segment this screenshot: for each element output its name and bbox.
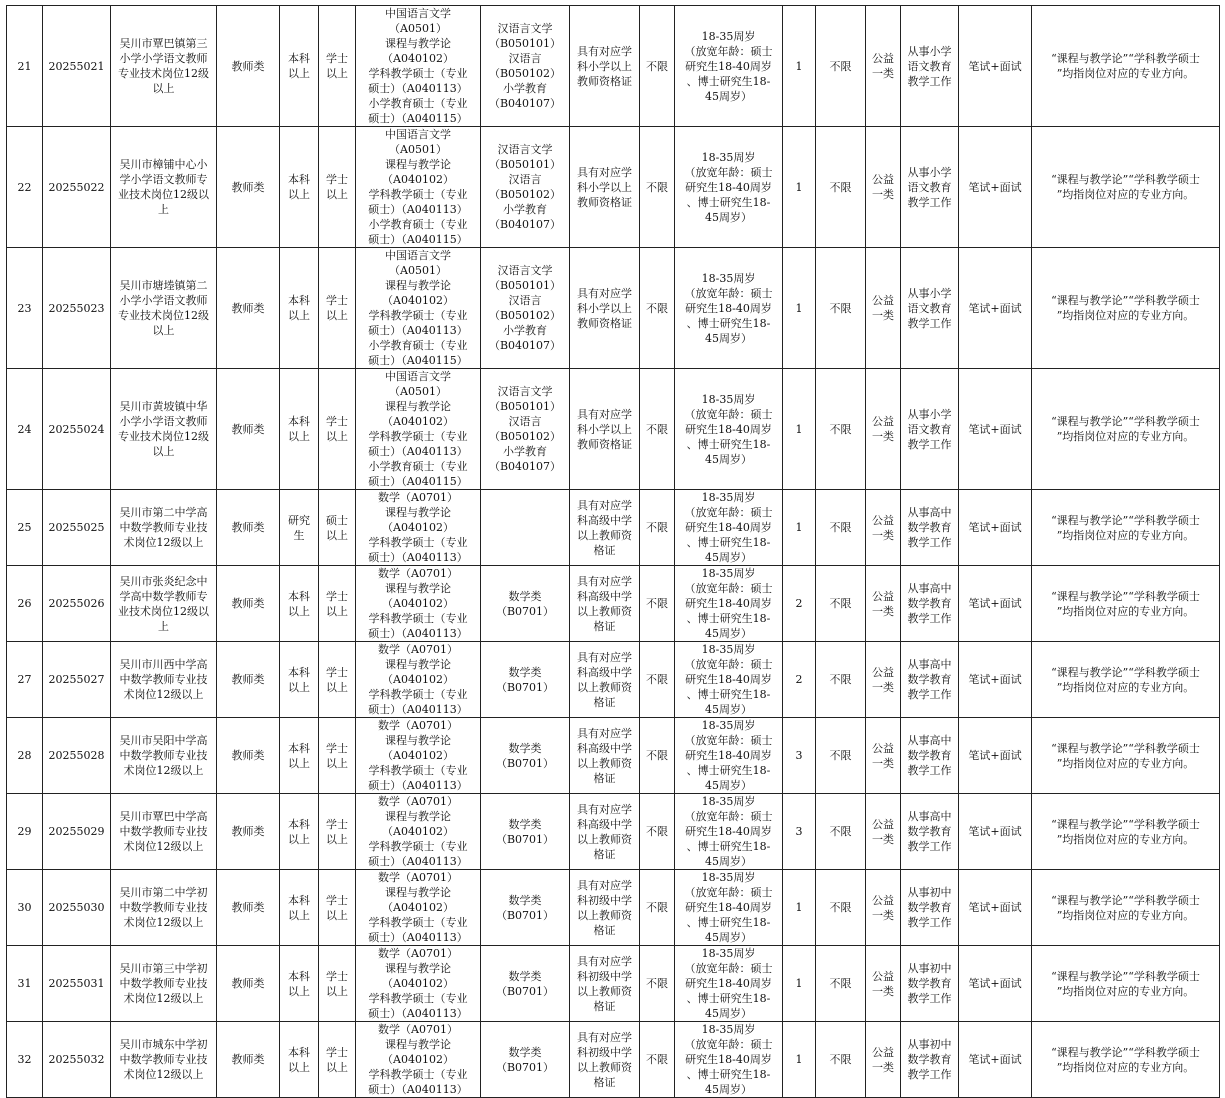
graduate-major-cell: 数学（A0701） 课程与教学论 （A040102） 学科教学硕士（专业 硕士）（A040113）: [356, 1022, 481, 1098]
exam-method-cell: 笔试+面试: [959, 794, 1032, 870]
graduate-major-cell: 数学（A0701） 课程与教学论 （A040102） 学科教学硕士（专业 硕士）（A040113）: [356, 718, 481, 794]
position-code-cell: 20255026: [43, 566, 111, 642]
qualification-requirement-cell: 具有对应学 科初级中学 以上教师资 格证: [570, 870, 640, 946]
education-requirement-cell: 本科 以上: [280, 946, 319, 1022]
qualification-requirement-cell: 具有对应学 科小学以上 教师资格证: [570, 248, 640, 369]
table-row: [7, 6, 1220, 127]
job-content-cell: 从事高中 数学教育 教学工作: [901, 718, 959, 794]
row-number-cell: 23: [7, 248, 43, 369]
exam-method-cell: 笔试+面试: [959, 642, 1032, 718]
institution-type-cell: 公益 一类: [866, 490, 901, 566]
undergraduate-major-cell: 数学类 （B0701）: [481, 718, 570, 794]
position-code-cell: 20255032: [43, 1022, 111, 1098]
hukou-requirement-cell: 不限: [816, 369, 866, 490]
hukou-requirement-cell: 不限: [816, 642, 866, 718]
row-number-cell: 29: [7, 794, 43, 870]
qualification-requirement-cell: 具有对应学 科高级中学 以上教师资 格证: [570, 490, 640, 566]
institution-type-cell: 公益 一类: [866, 870, 901, 946]
institution-type-cell: 公益 一类: [866, 248, 901, 369]
job-content-cell: 从事高中 数学教育 教学工作: [901, 642, 959, 718]
degree-requirement-cell: 学士 以上: [319, 870, 356, 946]
notes-cell: “课程与教学论”“学科教学硕士 ”均指岗位对应的专业方向。: [1032, 490, 1220, 566]
position-code-cell: 20255023: [43, 248, 111, 369]
degree-requirement-cell: 硕士 以上: [319, 490, 356, 566]
position-name-cell: 吴川市吴阳中学高 中数学教师专业技 术岗位12级以上: [111, 718, 217, 794]
position-category-cell: 教师类: [217, 1022, 280, 1098]
age-requirement-cell: 18-35周岁 （放宽年龄：硕士 研究生18-40周岁 、博士研究生18- 45周岁）: [675, 566, 783, 642]
position-name-cell: 吴川市覃巴镇第三 小学小学语文教师 专业技术岗位12级 以上: [111, 6, 217, 127]
position-code-cell: 20255024: [43, 369, 111, 490]
age-requirement-cell: 18-35周岁 （放宽年龄：硕士 研究生18-40周岁 、博士研究生18- 45周岁）: [675, 718, 783, 794]
qualification-requirement-cell: 具有对应学 科小学以上 教师资格证: [570, 369, 640, 490]
position-category-cell: 教师类: [217, 6, 280, 127]
gender-requirement-cell: 不限: [640, 248, 675, 369]
age-requirement-cell: 18-35周岁 （放宽年龄：硕士 研究生18-40周岁 、博士研究生18- 45周岁）: [675, 127, 783, 248]
institution-type-cell: 公益 一类: [866, 566, 901, 642]
hukou-requirement-cell: 不限: [816, 1022, 866, 1098]
table-row: [7, 369, 1220, 490]
hukou-requirement-cell: 不限: [816, 6, 866, 127]
qualification-requirement-cell: 具有对应学 科高级中学 以上教师资 格证: [570, 642, 640, 718]
job-content-cell: 从事小学 语文教育 教学工作: [901, 127, 959, 248]
education-requirement-cell: 本科 以上: [280, 566, 319, 642]
hukou-requirement-cell: 不限: [816, 794, 866, 870]
recruitment-table-container: [6, 5, 1220, 1098]
graduate-major-cell: 中国语言文学 （A0501） 课程与教学论 （A040102） 学科教学硕士（专业 硕士）（A040113） 小学教育硕士（专业 硕士）（A040115）: [356, 369, 481, 490]
exam-method-cell: 笔试+面试: [959, 566, 1032, 642]
institution-type-cell: 公益 一类: [866, 642, 901, 718]
position-name-cell: 吴川市塘堘镇第二 小学小学语文教师 专业技术岗位12级 以上: [111, 248, 217, 369]
education-requirement-cell: 本科 以上: [280, 794, 319, 870]
undergraduate-major-cell: 汉语言文学 （B050101） 汉语言 （B050102） 小学教育 （B040107）: [481, 369, 570, 490]
age-requirement-cell: 18-35周岁 （放宽年龄：硕士 研究生18-40周岁 、博士研究生18- 45周岁）: [675, 490, 783, 566]
position-name-cell: 吴川市川西中学高 中数学教师专业技 术岗位12级以上: [111, 642, 217, 718]
position-code-cell: 20255030: [43, 870, 111, 946]
hiring-count-cell: 3: [783, 718, 816, 794]
hiring-count-cell: 1: [783, 248, 816, 369]
position-category-cell: 教师类: [217, 946, 280, 1022]
undergraduate-major-cell: 汉语言文学 （B050101） 汉语言 （B050102） 小学教育 （B040107）: [481, 127, 570, 248]
position-category-cell: 教师类: [217, 794, 280, 870]
qualification-requirement-cell: 具有对应学 科初级中学 以上教师资 格证: [570, 946, 640, 1022]
undergraduate-major-cell: 数学类 （B0701）: [481, 642, 570, 718]
graduate-major-cell: 中国语言文学 （A0501） 课程与教学论 （A040102） 学科教学硕士（专业 硕士）（A040113） 小学教育硕士（专业 硕士）（A040115）: [356, 6, 481, 127]
degree-requirement-cell: 学士 以上: [319, 946, 356, 1022]
qualification-requirement-cell: 具有对应学 科小学以上 教师资格证: [570, 6, 640, 127]
qualification-requirement-cell: 具有对应学 科小学以上 教师资格证: [570, 127, 640, 248]
graduate-major-cell: 数学（A0701） 课程与教学论 （A040102） 学科教学硕士（专业 硕士）（A040113）: [356, 870, 481, 946]
exam-method-cell: 笔试+面试: [959, 490, 1032, 566]
hiring-count-cell: 1: [783, 1022, 816, 1098]
gender-requirement-cell: 不限: [640, 718, 675, 794]
job-content-cell: 从事初中 数学教育 教学工作: [901, 946, 959, 1022]
hiring-count-cell: 3: [783, 794, 816, 870]
degree-requirement-cell: 学士 以上: [319, 6, 356, 127]
age-requirement-cell: 18-35周岁 （放宽年龄：硕士 研究生18-40周岁 、博士研究生18- 45周岁）: [675, 870, 783, 946]
undergraduate-major-cell: 数学类 （B0701）: [481, 946, 570, 1022]
job-content-cell: 从事初中 数学教育 教学工作: [901, 870, 959, 946]
hukou-requirement-cell: 不限: [816, 248, 866, 369]
age-requirement-cell: 18-35周岁 （放宽年龄：硕士 研究生18-40周岁 、博士研究生18- 45周岁）: [675, 794, 783, 870]
undergraduate-major-cell: [481, 490, 570, 566]
graduate-major-cell: 数学（A0701） 课程与教学论 （A040102） 学科教学硕士（专业 硕士）（A040113）: [356, 642, 481, 718]
hiring-count-cell: 2: [783, 566, 816, 642]
table-row: [7, 870, 1220, 946]
row-number-cell: 25: [7, 490, 43, 566]
exam-method-cell: 笔试+面试: [959, 870, 1032, 946]
degree-requirement-cell: 学士 以上: [319, 794, 356, 870]
position-category-cell: 教师类: [217, 566, 280, 642]
degree-requirement-cell: 学士 以上: [319, 718, 356, 794]
gender-requirement-cell: 不限: [640, 369, 675, 490]
notes-cell: “课程与教学论”“学科教学硕士 ”均指岗位对应的专业方向。: [1032, 566, 1220, 642]
hukou-requirement-cell: 不限: [816, 718, 866, 794]
education-requirement-cell: 本科 以上: [280, 127, 319, 248]
age-requirement-cell: 18-35周岁 （放宽年龄：硕士 研究生18-40周岁 、博士研究生18- 45周岁）: [675, 248, 783, 369]
job-content-cell: 从事高中 数学教育 教学工作: [901, 490, 959, 566]
age-requirement-cell: 18-35周岁 （放宽年龄：硕士 研究生18-40周岁 、博士研究生18- 45周岁）: [675, 6, 783, 127]
exam-method-cell: 笔试+面试: [959, 718, 1032, 794]
undergraduate-major-cell: 数学类 （B0701）: [481, 870, 570, 946]
gender-requirement-cell: 不限: [640, 566, 675, 642]
hiring-count-cell: 1: [783, 369, 816, 490]
hiring-count-cell: 1: [783, 6, 816, 127]
undergraduate-major-cell: 数学类 （B0701）: [481, 794, 570, 870]
institution-type-cell: 公益 一类: [866, 1022, 901, 1098]
position-name-cell: 吴川市城东中学初 中数学教师专业技 术岗位12级以上: [111, 1022, 217, 1098]
gender-requirement-cell: 不限: [640, 642, 675, 718]
education-requirement-cell: 本科 以上: [280, 642, 319, 718]
row-number-cell: 32: [7, 1022, 43, 1098]
institution-type-cell: 公益 一类: [866, 369, 901, 490]
age-requirement-cell: 18-35周岁 （放宽年龄：硕士 研究生18-40周岁 、博士研究生18- 45周岁）: [675, 369, 783, 490]
education-requirement-cell: 本科 以上: [280, 718, 319, 794]
row-number-cell: 24: [7, 369, 43, 490]
job-content-cell: 从事高中 数学教育 教学工作: [901, 566, 959, 642]
job-content-cell: 从事小学 语文教育 教学工作: [901, 369, 959, 490]
job-content-cell: 从事小学 语文教育 教学工作: [901, 248, 959, 369]
position-code-cell: 20255031: [43, 946, 111, 1022]
row-number-cell: 27: [7, 642, 43, 718]
hukou-requirement-cell: 不限: [816, 127, 866, 248]
hukou-requirement-cell: 不限: [816, 870, 866, 946]
gender-requirement-cell: 不限: [640, 794, 675, 870]
gender-requirement-cell: 不限: [640, 946, 675, 1022]
gender-requirement-cell: 不限: [640, 6, 675, 127]
hiring-count-cell: 1: [783, 127, 816, 248]
age-requirement-cell: 18-35周岁 （放宽年龄：硕士 研究生18-40周岁 、博士研究生18- 45周岁）: [675, 642, 783, 718]
notes-cell: “课程与教学论”“学科教学硕士 ”均指岗位对应的专业方向。: [1032, 642, 1220, 718]
position-code-cell: 20255029: [43, 794, 111, 870]
notes-cell: “课程与教学论”“学科教学硕士 ”均指岗位对应的专业方向。: [1032, 794, 1220, 870]
qualification-requirement-cell: 具有对应学 科高级中学 以上教师资 格证: [570, 794, 640, 870]
institution-type-cell: 公益 一类: [866, 794, 901, 870]
graduate-major-cell: 数学（A0701） 课程与教学论 （A040102） 学科教学硕士（专业 硕士）（A040113）: [356, 566, 481, 642]
qualification-requirement-cell: 具有对应学 科初级中学 以上教师资 格证: [570, 1022, 640, 1098]
job-content-cell: 从事高中 数学教育 教学工作: [901, 794, 959, 870]
row-number-cell: 31: [7, 946, 43, 1022]
gender-requirement-cell: 不限: [640, 490, 675, 566]
exam-method-cell: 笔试+面试: [959, 6, 1032, 127]
recruitment-table: [6, 5, 1220, 1098]
exam-method-cell: 笔试+面试: [959, 127, 1032, 248]
undergraduate-major-cell: 汉语言文学 （B050101） 汉语言 （B050102） 小学教育 （B040107）: [481, 6, 570, 127]
notes-cell: “课程与教学论”“学科教学硕士 ”均指岗位对应的专业方向。: [1032, 248, 1220, 369]
notes-cell: “课程与教学论”“学科教学硕士 ”均指岗位对应的专业方向。: [1032, 6, 1220, 127]
hukou-requirement-cell: 不限: [816, 946, 866, 1022]
position-category-cell: 教师类: [217, 248, 280, 369]
table-row: [7, 127, 1220, 248]
table-row: [7, 566, 1220, 642]
notes-cell: “课程与教学论”“学科教学硕士 ”均指岗位对应的专业方向。: [1032, 369, 1220, 490]
exam-method-cell: 笔试+面试: [959, 248, 1032, 369]
exam-method-cell: 笔试+面试: [959, 1022, 1032, 1098]
institution-type-cell: 公益 一类: [866, 946, 901, 1022]
education-requirement-cell: 本科 以上: [280, 1022, 319, 1098]
institution-type-cell: 公益 一类: [866, 6, 901, 127]
row-number-cell: 26: [7, 566, 43, 642]
degree-requirement-cell: 学士 以上: [319, 1022, 356, 1098]
institution-type-cell: 公益 一类: [866, 718, 901, 794]
table-row: [7, 1022, 1220, 1098]
hiring-count-cell: 1: [783, 946, 816, 1022]
row-number-cell: 22: [7, 127, 43, 248]
degree-requirement-cell: 学士 以上: [319, 642, 356, 718]
degree-requirement-cell: 学士 以上: [319, 369, 356, 490]
qualification-requirement-cell: 具有对应学 科高级中学 以上教师资 格证: [570, 566, 640, 642]
notes-cell: “课程与教学论”“学科教学硕士 ”均指岗位对应的专业方向。: [1032, 870, 1220, 946]
hiring-count-cell: 1: [783, 870, 816, 946]
position-name-cell: 吴川市樟铺中心小 学小学语文教师专 业技术岗位12级以 上: [111, 127, 217, 248]
position-category-cell: 教师类: [217, 490, 280, 566]
table-row: [7, 642, 1220, 718]
position-code-cell: 20255025: [43, 490, 111, 566]
position-code-cell: 20255021: [43, 6, 111, 127]
position-category-cell: 教师类: [217, 870, 280, 946]
position-category-cell: 教师类: [217, 718, 280, 794]
position-code-cell: 20255022: [43, 127, 111, 248]
age-requirement-cell: 18-35周岁 （放宽年龄：硕士 研究生18-40周岁 、博士研究生18- 45周岁）: [675, 1022, 783, 1098]
position-category-cell: 教师类: [217, 642, 280, 718]
notes-cell: “课程与教学论”“学科教学硕士 ”均指岗位对应的专业方向。: [1032, 127, 1220, 248]
gender-requirement-cell: 不限: [640, 870, 675, 946]
graduate-major-cell: 数学（A0701） 课程与教学论 （A040102） 学科教学硕士（专业 硕士）（A040113）: [356, 490, 481, 566]
hiring-count-cell: 2: [783, 642, 816, 718]
notes-cell: “课程与教学论”“学科教学硕士 ”均指岗位对应的专业方向。: [1032, 1022, 1220, 1098]
education-requirement-cell: 本科 以上: [280, 369, 319, 490]
exam-method-cell: 笔试+面试: [959, 369, 1032, 490]
institution-type-cell: 公益 一类: [866, 127, 901, 248]
hukou-requirement-cell: 不限: [816, 566, 866, 642]
position-category-cell: 教师类: [217, 127, 280, 248]
position-name-cell: 吴川市第二中学高 中数学教师专业技 术岗位12级以上: [111, 490, 217, 566]
notes-cell: “课程与教学论”“学科教学硕士 ”均指岗位对应的专业方向。: [1032, 946, 1220, 1022]
graduate-major-cell: 中国语言文学 （A0501） 课程与教学论 （A040102） 学科教学硕士（专业 硕士）（A040113） 小学教育硕士（专业 硕士）（A040115）: [356, 248, 481, 369]
education-requirement-cell: 本科 以上: [280, 6, 319, 127]
position-name-cell: 吴川市第二中学初 中数学教师专业技 术岗位12级以上: [111, 870, 217, 946]
table-row: [7, 248, 1220, 369]
table-row: [7, 794, 1220, 870]
gender-requirement-cell: 不限: [640, 1022, 675, 1098]
degree-requirement-cell: 学士 以上: [319, 127, 356, 248]
education-requirement-cell: 研究 生: [280, 490, 319, 566]
row-number-cell: 28: [7, 718, 43, 794]
notes-cell: “课程与教学论”“学科教学硕士 ”均指岗位对应的专业方向。: [1032, 718, 1220, 794]
position-name-cell: 吴川市张炎纪念中 学高中数学教师专 业技术岗位12级以 上: [111, 566, 217, 642]
graduate-major-cell: 数学（A0701） 课程与教学论 （A040102） 学科教学硕士（专业 硕士）（A040113）: [356, 946, 481, 1022]
hukou-requirement-cell: 不限: [816, 490, 866, 566]
qualification-requirement-cell: 具有对应学 科高级中学 以上教师资 格证: [570, 718, 640, 794]
degree-requirement-cell: 学士 以上: [319, 248, 356, 369]
position-category-cell: 教师类: [217, 369, 280, 490]
undergraduate-major-cell: 数学类 （B0701）: [481, 566, 570, 642]
education-requirement-cell: 本科 以上: [280, 870, 319, 946]
gender-requirement-cell: 不限: [640, 127, 675, 248]
table-row: [7, 490, 1220, 566]
degree-requirement-cell: 学士 以上: [319, 566, 356, 642]
table-row: [7, 718, 1220, 794]
graduate-major-cell: 中国语言文学 （A0501） 课程与教学论 （A040102） 学科教学硕士（专业 硕士）（A040113） 小学教育硕士（专业 硕士）（A040115）: [356, 127, 481, 248]
row-number-cell: 30: [7, 870, 43, 946]
position-name-cell: 吴川市黄坡镇中华 小学小学语文教师 专业技术岗位12级 以上: [111, 369, 217, 490]
position-name-cell: 吴川市覃巴中学高 中数学教师专业技 术岗位12级以上: [111, 794, 217, 870]
education-requirement-cell: 本科 以上: [280, 248, 319, 369]
position-name-cell: 吴川市第三中学初 中数学教师专业技 术岗位12级以上: [111, 946, 217, 1022]
exam-method-cell: 笔试+面试: [959, 946, 1032, 1022]
graduate-major-cell: 数学（A0701） 课程与教学论 （A040102） 学科教学硕士（专业 硕士）（A040113）: [356, 794, 481, 870]
position-code-cell: 20255028: [43, 718, 111, 794]
job-content-cell: 从事初中 数学教育 教学工作: [901, 1022, 959, 1098]
age-requirement-cell: 18-35周岁 （放宽年龄：硕士 研究生18-40周岁 、博士研究生18- 45周岁）: [675, 946, 783, 1022]
hiring-count-cell: 1: [783, 490, 816, 566]
undergraduate-major-cell: 数学类 （B0701）: [481, 1022, 570, 1098]
job-content-cell: 从事小学 语文教育 教学工作: [901, 6, 959, 127]
undergraduate-major-cell: 汉语言文学 （B050101） 汉语言 （B050102） 小学教育 （B040107）: [481, 248, 570, 369]
position-code-cell: 20255027: [43, 642, 111, 718]
table-row: [7, 946, 1220, 1022]
row-number-cell: 21: [7, 6, 43, 127]
